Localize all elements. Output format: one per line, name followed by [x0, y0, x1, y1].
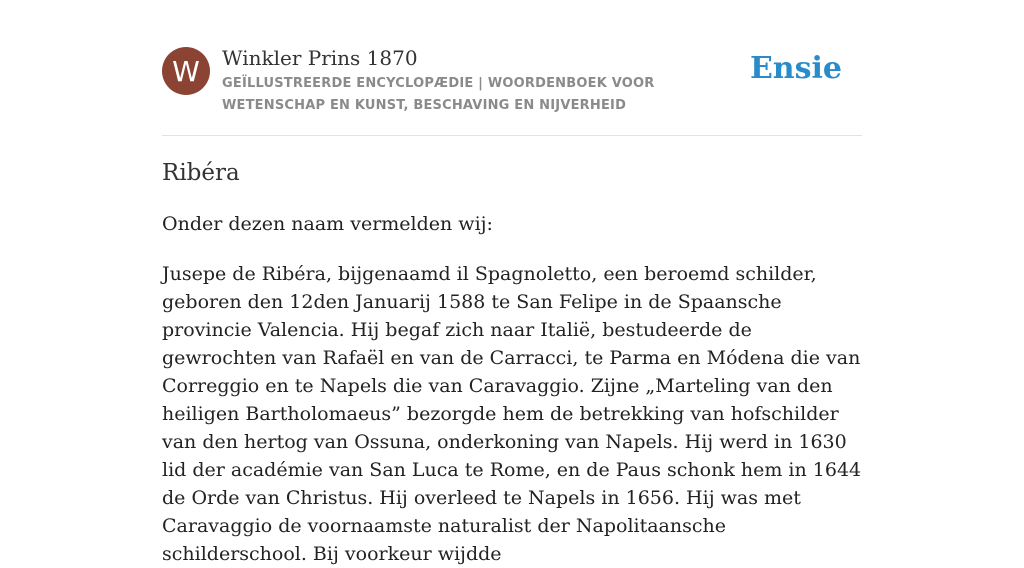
entry-intro: Onder dezen naam vermelden wij: [162, 213, 493, 235]
source-header [162, 46, 862, 116]
ensie-logo[interactable]: Ensie [749, 51, 842, 86]
source-subtitle: GEÏLLUSTREERDE ENCYCLOPÆDIE | WOORDENBOEK VOOR WETENSCHAP EN KUNST, BESCHAVING EN NIJVERHEID [222, 76, 655, 113]
header-divider [162, 135, 862, 136]
entry-body: Jusepe de Ribéra, bijgenaamd il Spagnoletto, een beroemd schilder, geboren den 12den Januarij 1588 te San Felipe in de Spaansche provincie Valencia. Hij begaf zich naar Italië, bestudeerde de gewrochten van Rafaël en van de Carracci, te Parma en Módena die van Correggio en te Napels die van Caravaggio. Zijne „Marteling van den heiligen Bartholomaeus” bezorgde hem de betrekking van hofschilder van den hertog van Ossuna, onderkoning van Napels. Hij werd in 1630 lid der académie van San Luca te Rome, en de Paus schonk hem in 1644 de Orde van Christus. Hij overleed te Napels in 1656. Hij was met Caravaggio de voornaamste naturalist der Napolitaansche schilderschool. Bij voorkeur wijdde [162, 263, 862, 565]
source-avatar[interactable]: W [162, 47, 210, 95]
source-title[interactable]: Winkler Prins 1870 [222, 46, 418, 70]
entry-title: Ribéra [162, 160, 240, 186]
